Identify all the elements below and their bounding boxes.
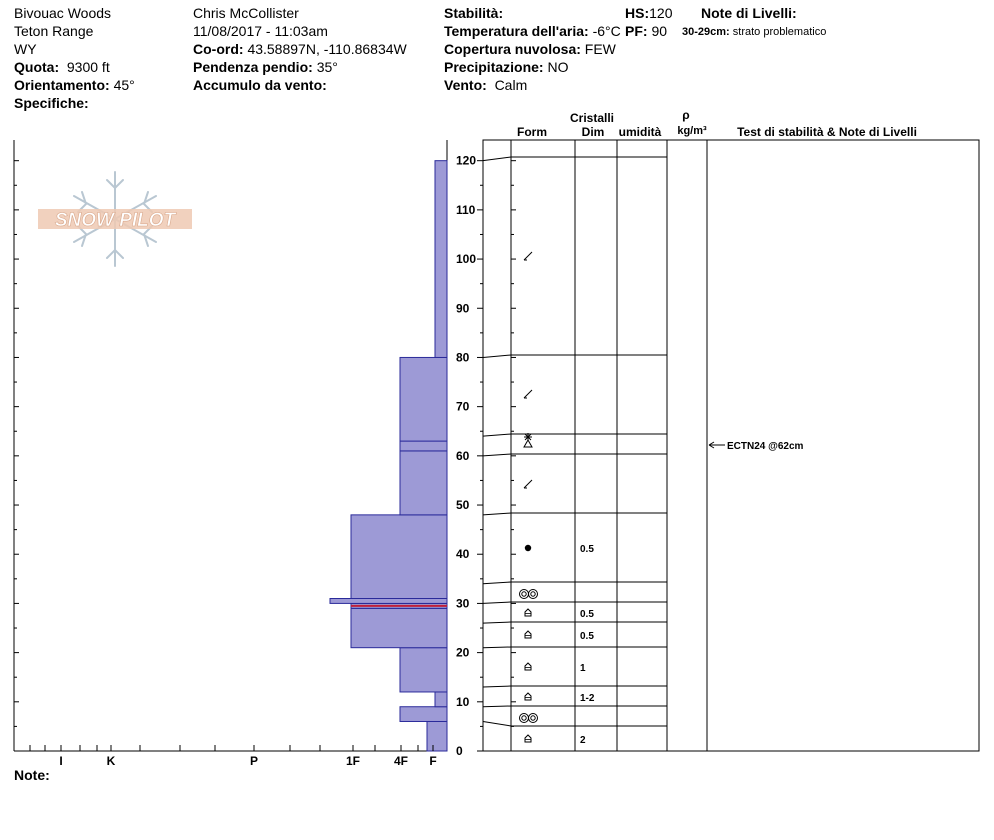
stability-tests — [709, 441, 804, 452]
layer-connector — [483, 622, 511, 623]
stability-label: Stabilità: — [444, 5, 504, 21]
hardness-bar — [400, 451, 447, 515]
hardness-bars — [330, 161, 447, 751]
hardness-bar — [427, 721, 447, 751]
hardness-bar — [330, 599, 447, 604]
wind: Vento: Calm — [444, 77, 528, 93]
layer-connector — [483, 706, 511, 707]
height-label: 60 — [456, 448, 470, 463]
height-label: 90 — [456, 301, 470, 316]
layer-connector — [483, 434, 511, 436]
snow-height: HS:120 — [625, 5, 673, 21]
layer-connector — [483, 686, 511, 687]
tests-header: Test di stabilità & Note di Livelli — [737, 125, 917, 139]
depth-hoar-icon — [525, 693, 531, 700]
note-label: Note: — [14, 767, 50, 783]
height-label: 80 — [456, 350, 470, 365]
layer-connector — [483, 602, 511, 603]
hardness-bar — [400, 707, 447, 722]
datetime: 11/08/2017 - 11:03am — [193, 23, 328, 39]
hardness-label-i: I — [59, 754, 63, 768]
cloud-cover: Copertura nuvolosa: FEW — [444, 41, 616, 57]
crystals-header: Cristalli — [569, 111, 615, 125]
height-label: 70 — [456, 399, 470, 414]
layer-notes-label: Note di Livelli: — [701, 5, 797, 21]
wind-loading-label: Accumulo da vento: — [193, 77, 327, 93]
hardness-bar — [400, 648, 447, 692]
hardness-label-k: K — [106, 754, 116, 768]
depth-hoar-icon — [525, 735, 531, 742]
hardness-bar — [435, 161, 447, 358]
snowpilot-logo — [38, 172, 192, 266]
coordinates: Co-ord: 43.58897N, -110.86834W — [193, 41, 407, 57]
hardness-axis-ticks — [30, 745, 437, 768]
height-label: 30 — [456, 596, 470, 611]
dim-header: Dim — [581, 125, 605, 139]
precipitation: Precipitazione: NO — [444, 59, 569, 75]
layer-connector — [483, 513, 511, 515]
layer-connector — [483, 582, 511, 584]
crystal-size: 1-2 — [580, 693, 595, 704]
hardness-bar — [400, 357, 447, 441]
layer-connector — [483, 454, 511, 456]
stability-test-label: ECTN24 @62cm — [727, 441, 804, 452]
hardness-bar — [435, 692, 447, 707]
observer: Chris McCollister — [193, 5, 299, 21]
aspect: Orientamento: 45° — [14, 77, 135, 93]
height-label: 110 — [456, 202, 476, 217]
crystal-size: 1 — [580, 663, 586, 674]
melt-forms-icon — [520, 590, 538, 599]
height-label: 120 — [456, 153, 477, 168]
crystal-cells — [520, 252, 595, 746]
hardness-label-4f: 4F — [393, 754, 409, 768]
graupel-icon — [525, 545, 531, 551]
hardness-bar — [351, 515, 447, 599]
layer-connector — [483, 157, 511, 161]
logo-text: SNOW PILOT — [54, 210, 176, 231]
fragmented-icon — [524, 480, 532, 488]
crystal-size: 0.5 — [580, 609, 594, 620]
height-label: 0 — [456, 744, 463, 758]
melt-forms-icon — [520, 714, 538, 723]
location-name: Bivouac Woods — [14, 5, 112, 21]
air-temperature: Temperatura dell'aria: -6°C — [444, 23, 621, 39]
crystal-size: 2 — [580, 735, 586, 746]
height-label: 20 — [456, 645, 470, 660]
density-unit: kg/m³ — [677, 125, 707, 137]
form-header: Form — [517, 125, 547, 139]
hardness-label-f: F — [429, 754, 437, 768]
mountain-range: Teton Range — [14, 23, 94, 39]
fragmented-icon — [524, 390, 532, 398]
wetness-header: umidità — [618, 125, 662, 139]
density-symbol: ρ — [682, 108, 690, 122]
specifics-label: Specifiche: — [14, 95, 89, 111]
hardness-bar — [400, 441, 447, 451]
layer-note: 30-29cm: strato problematico — [682, 26, 827, 38]
layer-connector — [483, 647, 511, 648]
left-tick-marks — [14, 161, 19, 751]
depth-hoar-icon — [525, 631, 531, 638]
height-label: 10 — [456, 694, 470, 709]
height-label: 50 — [456, 498, 470, 513]
crystal-size: 0.5 — [580, 631, 594, 642]
crystal-size: 0.5 — [580, 544, 594, 555]
hardness-label-1f: 1F — [345, 754, 361, 768]
fragmented-icon — [524, 252, 532, 260]
height-label: 100 — [456, 252, 477, 267]
slope-angle: Pendenza pendio: 35° — [193, 59, 338, 75]
state: WY — [14, 41, 37, 57]
hardness-bar — [351, 608, 447, 647]
elevation: Quota: 9300 ft — [14, 59, 110, 75]
layer-connector — [483, 355, 511, 357]
penetration-foot: PF: 90 — [625, 23, 668, 39]
height-label: 40 — [456, 547, 470, 562]
depth-hoar-icon — [525, 663, 531, 670]
layer-connector — [483, 721, 511, 726]
surface-hoar-icon — [524, 433, 532, 447]
hardness-label-p: P — [249, 754, 259, 768]
depth-hoar-icon — [525, 609, 531, 616]
